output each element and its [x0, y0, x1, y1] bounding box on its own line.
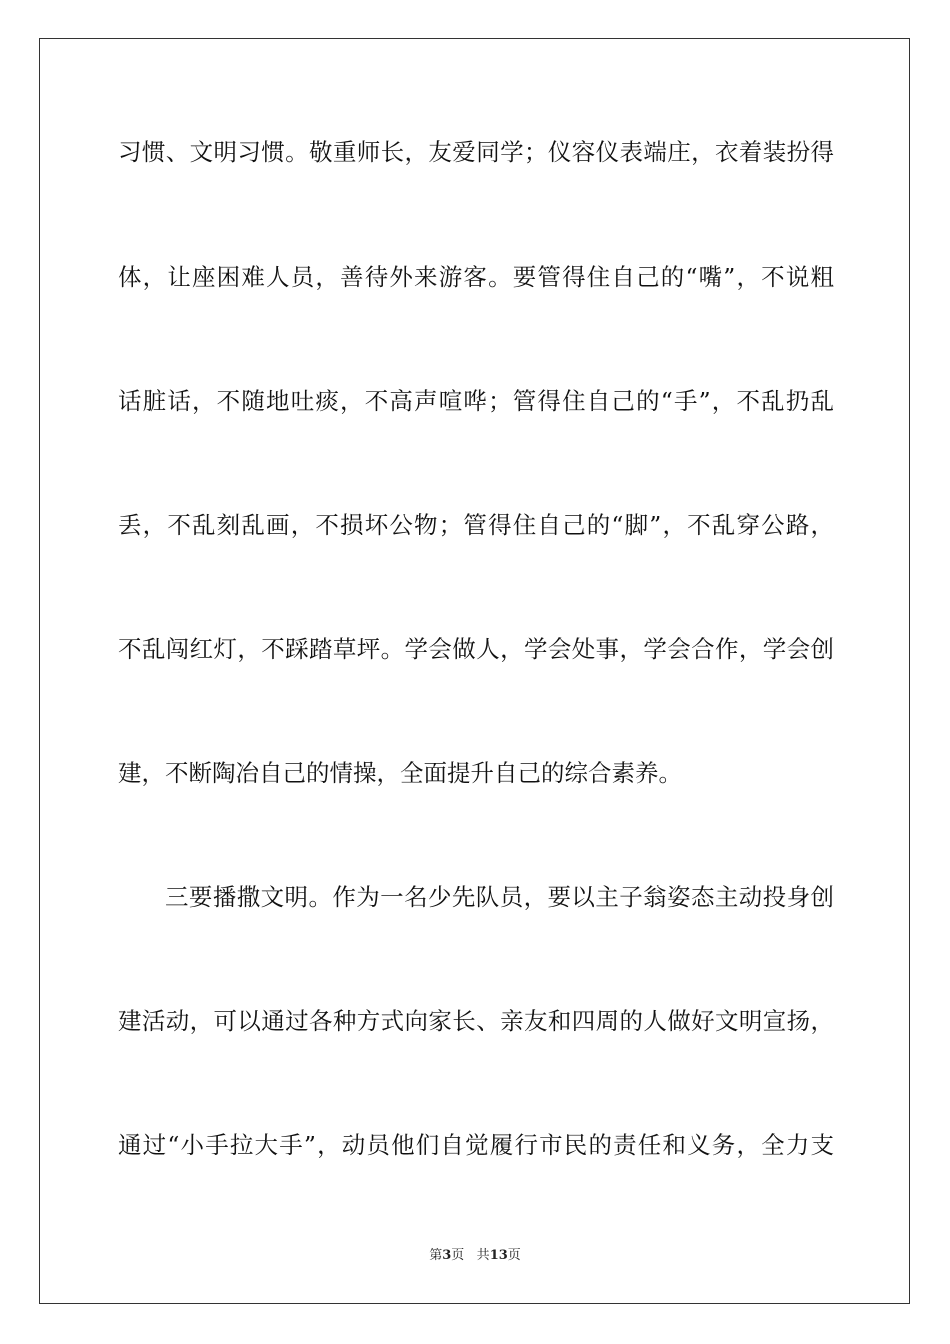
footer-total-suffix: 页	[507, 1248, 521, 1263]
body-text-line: 体，让座困难人员，善待外来游客。要管得住自己的“嘴”，不说粗	[118, 263, 834, 291]
footer-page-prefix: 第	[429, 1248, 443, 1263]
footer-total-pages: 13	[489, 1248, 508, 1263]
body-text-line: 丢，不乱刻乱画，不损坏公物；管得住自己的“脚”，不乱穿公路，	[118, 511, 834, 539]
paragraph-first-line: 三要播撒文明。作为一名少先队员，要以主子翁姿态主动投身创	[165, 883, 834, 911]
footer-total-prefix: 共	[476, 1248, 490, 1263]
page-footer	[0, 1247, 950, 1265]
body-text-line: 通过“小手拉大手”，动员他们自觉履行市民的责任和义务，全力支	[118, 1131, 834, 1159]
body-text-line: 习惯、文明习惯。敬重师长，友爱同学；仪容仪表端庄，衣着装扮得	[118, 138, 834, 166]
body-text-line: 不乱闯红灯，不踩踏草坪。学会做人，学会处事，学会合作，学会创	[118, 635, 834, 663]
body-text-line: 建，不断陶冶自己的情操，全面提升自己的综合素养。	[118, 759, 682, 787]
body-text-line: 建活动，可以通过各种方式向家长、亲友和四周的人做好文明宣扬，	[118, 1007, 834, 1035]
body-text-line: 话脏话，不随地吐痰，不高声喧哗；管得住自己的“手”，不乱扔乱	[118, 387, 834, 415]
footer-page-number: 3	[442, 1248, 452, 1263]
page-border	[39, 38, 910, 1304]
footer-page-suffix: 页	[451, 1248, 465, 1263]
